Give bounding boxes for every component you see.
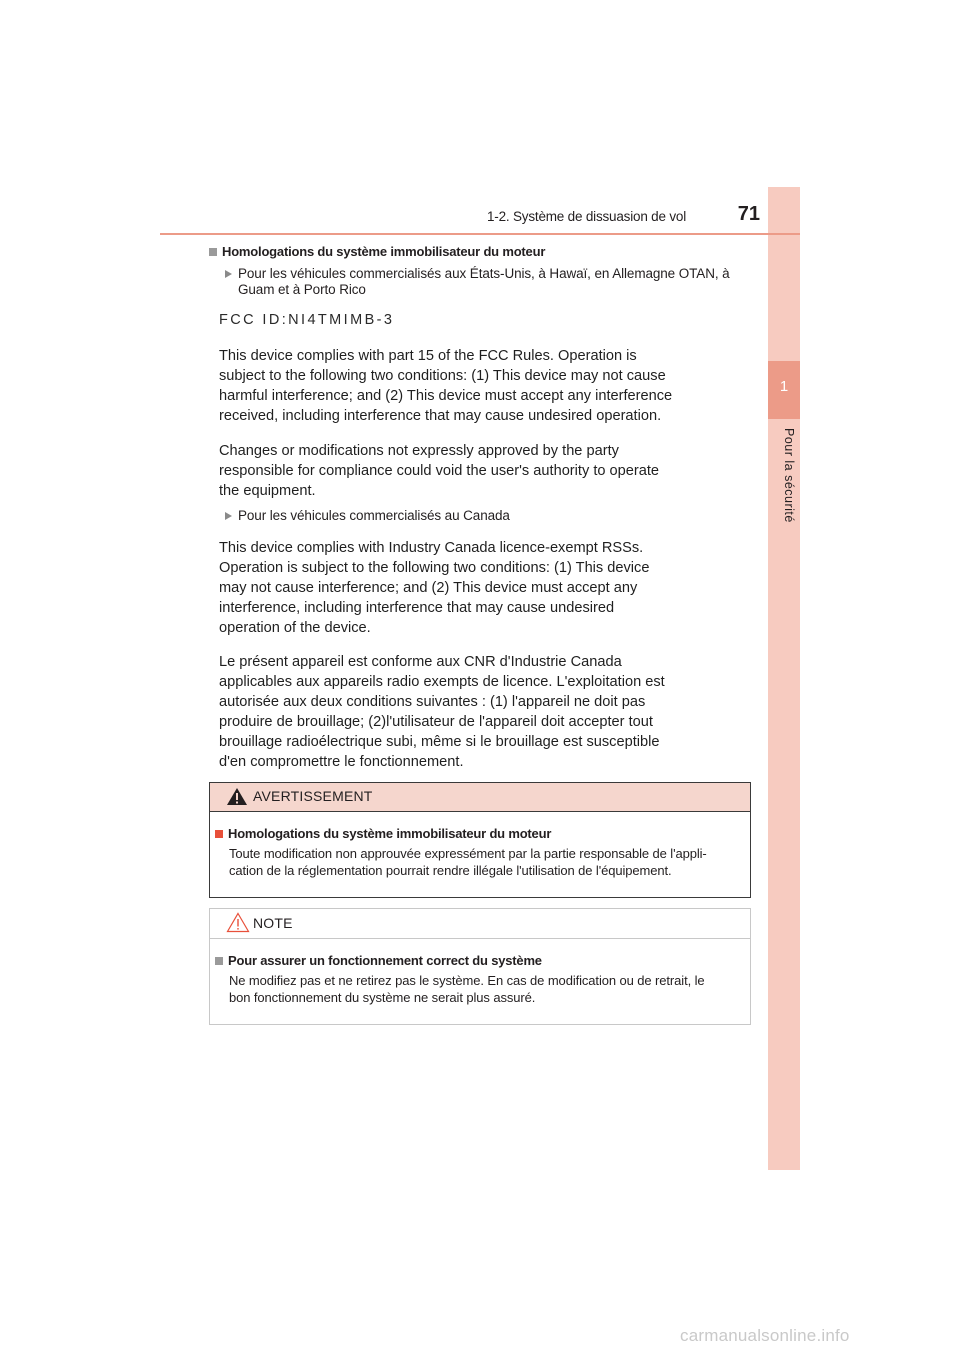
fcc-paragraph-1 <box>219 346 672 426</box>
text-line: d'en compromettre le fonctionnement. <box>219 754 464 770</box>
square-bullet-icon <box>209 248 217 256</box>
section-heading <box>209 244 545 259</box>
text-line: bon fonctionnement du système ne serait plus assuré. <box>229 989 536 1005</box>
chapter-side-tab <box>768 187 800 1170</box>
note-subheading-text: Pour assurer un fonctionnement correct du système <box>228 953 542 968</box>
warning-subheading-text: Homologations du système immobilisateur du moteur <box>228 826 552 841</box>
note-header <box>210 909 750 939</box>
section-heading-text: Homologations du système immobilisateur du moteur <box>222 244 546 259</box>
section-title: 1-2. Système de dissuasion de vol <box>486 209 686 224</box>
text-line: Changes or modifications not expressly approved by the party <box>219 443 619 459</box>
fcc-id: FCC ID:NI4TMIMB-3 <box>219 312 395 328</box>
text-line: responsible for compliance could void the user's authority to operate <box>219 463 660 479</box>
text-line: may not cause interference; and (2) This device must accept any <box>219 580 638 596</box>
canada-english-paragraph <box>219 538 649 638</box>
square-bullet-icon <box>215 957 223 965</box>
text-line: cation de la réglementation pourrait rendre illégale l'utilisation de l'équipement. <box>229 862 672 878</box>
warning-title: AVERTISSEMENT <box>253 788 373 804</box>
warning-text <box>229 846 707 879</box>
triangle-bullet-icon <box>225 512 232 520</box>
text-line: Toute modification non approuvée expressément par la partie responsable de l'appli- <box>229 846 707 861</box>
text-line: brouillage radioélectrique subi, même si le brouillage est susceptible <box>219 734 660 750</box>
header-rule <box>160 233 800 235</box>
triangle-bullet-icon <box>225 270 232 278</box>
text-line: This device complies with Industry Canada licence-exempt RSSs. <box>219 540 644 556</box>
bullet-canada-text: Pour les véhicules commercialisés au Canada <box>238 508 510 523</box>
chapter-number: 1 <box>768 361 800 419</box>
text-line: applicables aux appareils radio exempts de licence. L'exploitation est <box>219 674 665 690</box>
warning-header <box>210 783 750 812</box>
warning-triangle-icon <box>226 787 248 806</box>
text-line: Ne modifiez pas et ne retirez pas le système. En cas de modification ou de retrait, le <box>229 973 705 988</box>
text-line: autorisée aux deux conditions suivantes : (1) l'appareil ne doit pas <box>219 694 646 710</box>
bullet-us <box>225 266 730 298</box>
fcc-paragraph-2 <box>219 441 659 501</box>
note-box <box>209 908 751 1025</box>
text-line: harmful interference; and (2) This device must accept any interference <box>219 388 673 404</box>
chapter-label: Pour la sécurité <box>782 428 796 523</box>
text-line: subject to the following two conditions: (1) This device may not cause <box>219 368 666 384</box>
bullet-us-line: Guam et à Porto Rico <box>238 282 366 297</box>
watermark: carmanualsonline.info <box>680 1326 850 1345</box>
text-line: the equipment. <box>219 483 316 499</box>
text-line: interference, including interference that may cause undesired <box>219 600 615 616</box>
text-line: received, including interference that may cause undesired operation. <box>219 408 662 424</box>
text-line: operation of the device. <box>219 620 371 636</box>
text-line: This device complies with part 15 of the FCC Rules. Operation is <box>219 348 637 364</box>
bullet-us-line: Pour les véhicules commercialisés aux États-Unis, à Hawaï, en Allemagne OTAN, à <box>238 266 730 281</box>
caution-triangle-icon <box>226 912 250 933</box>
text-line: Le présent appareil est conforme aux CNR d'Industrie Canada <box>219 654 622 670</box>
bullet-canada <box>225 508 510 524</box>
warning-subheading <box>215 826 551 841</box>
note-subheading <box>215 953 542 968</box>
canada-french-paragraph <box>219 652 665 772</box>
page-number: 71 <box>737 203 760 225</box>
note-title: NOTE <box>253 915 293 931</box>
text-line: produire de brouillage; (2)l'utilisateur de l'appareil doit accepter tout <box>219 714 653 730</box>
warning-box <box>209 782 751 898</box>
text-line: Operation is subject to the following two conditions: (1) This device <box>219 560 650 576</box>
note-text <box>229 973 705 1006</box>
square-bullet-icon <box>215 830 223 838</box>
